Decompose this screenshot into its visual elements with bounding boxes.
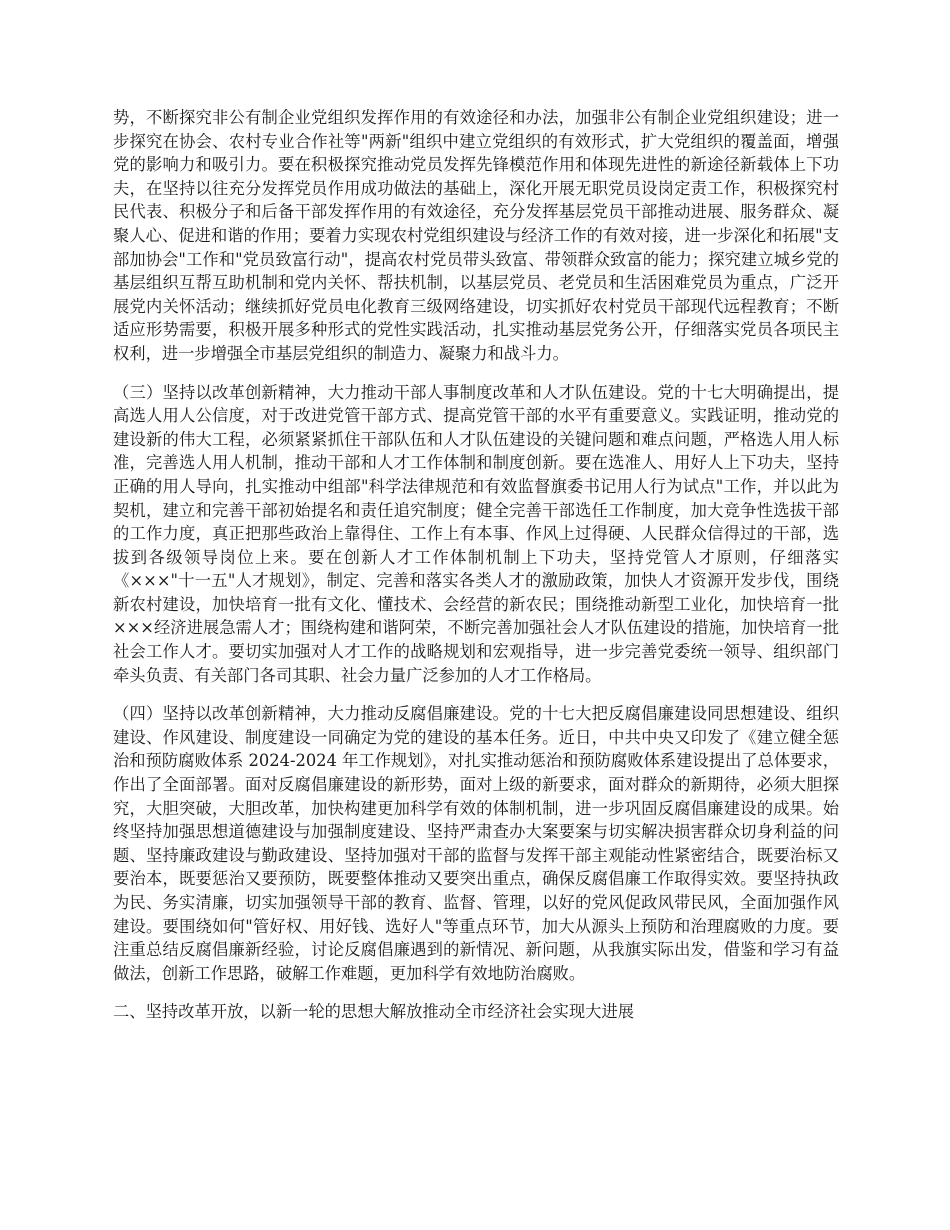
- document-body: [113, 106, 839, 1024]
- section-heading: 二、坚持改革开放，以新一轮的思想大解放推动全市经济社会实现大进展: [113, 1002, 635, 1022]
- paragraph-anti-corruption: （四）坚持以改革创新精神，大力推动反腐倡廉建设。党的十七大把反腐倡廉建设同思想建设、组织建设、作风建设、制度建设一同确定为党的建设的基本任务。近日，中共中央又印发了《建立健全惩治和预防腐败体系 2024-2024 年工作规划》，对扎实推动惩治和预防腐败体系建设提出了总体要求，作出了全面部署。面对反腐倡廉建设的新形势，面对上级的新要求，面对群众的新期待，必须大胆探究，大胆突破，大胆改革，加快构建更加科学有效的体制机制，进一步巩固反腐倡廉建设的成果。始终坚持加强思想道德建设与加强制度建设、坚持严肃查办大案要案与切实解决损害群众切身利益的问题、坚持廉政建设与勤政建设、坚持加强对干部的监督与发挥干部主观能动性紧密结合，既要治标又要治本，既要惩治又要预防，既要整体推动又要突出重点，确保反腐倡廉工作取得实效。要坚持执政为民、务实清廉，切实加强领导干部的教育、监督、管理，以好的党风促政风带民风，全面加强作风建设。要围绕如何"管好权、用好钱、选好人"等重点环节，加大从源头上预防和治理腐败的力度。要注重总结反腐倡廉新经验，讨论反腐倡廉遇到的新情况、新问题，从我旗实际出发，借鉴和学习有益做法，创新工作思路，破解工作难题，更加科学有效地防治腐败。: [113, 704, 839, 983]
- paragraph-cadre-reform: （三）坚持以改革创新精神，大力推动干部人事制度改革和人才队伍建设。党的十七大明确提出，提高选人用人公信度，对于改进党管干部方式、提高党管干部的水平有重要意义。实践证明，推动党的建设新的伟大工程，必须紧紧抓住干部队伍和人才队伍建设的关键问题和难点问题，严格选人用人标准，完善选人用人机制，推动干部和人才工作体制和制度创新。要在选准人、用好人上下功夫，坚持正确的用人导向，扎实推动中组部"科学法律规范和有效监督旗委书记用人行为试点"工作，并以此为契机，建立和完善干部初始提名和责任追究制度；健全完善干部选任工作制度，加大竞争性选拔干部的工作力度，真正把那些政治上靠得住、工作上有本事、作风上过得硬、人民群众信得过的干部，选拔到各级领导岗位上来。要在创新人才工作体制机制上下功夫，坚持党管人才原则，仔细落实《×××"十一五"人才规划》，制定、完善和落实各类人才的激励政策，加快人才资源开发步伐，围绕新农村建设，加快培育一批有文化、懂技术、会经营的新农民；围绕推动新型工业化，加快培育一批×××经济进展急需人才；围绕构建和谐阿荣，不断完善加强社会人才队伍建设的措施，加快培育一批社会工作人才。要切实加强对人才工作的战略规划和宏观指导，进一步完善党委统一领导、组织部门牵头负责、有关部门各司其职、社会力量广泛参加的人才工作格局。: [113, 382, 839, 685]
- paragraph-party-organization: 势，不断探究非公有制企业党组织发挥作用的有效途径和办法，加强非公有制企业党组织建设；进一步探究在协会、农村专业合作社等"两新"组织中建立党组织的有效形式，扩大党组织的覆盖面，增强党的影响力和吸引力。要在积极探究推动党员发挥先锋模范作用和体现先进性的新途径新载体上下功夫，在坚持以往充分发挥党员作用成功做法的基础上，深化开展无职党员设岗定责工作，积极探究村民代表、积极分子和后备干部发挥作用的有效途径，充分发挥基层党员干部推动进展、服务群众、凝聚人心、促进和谐的作用；要着力实现农村党组织建设与经济工作的有效对接，进一步深化和拓展"支部加协会"工作和"党员致富行动"，提高农村党员带头致富、带领群众致富的能力；探究建立城乡党的基层组织互帮互助机制和党内关怀、帮扶机制，以基层党员、老党员和生活困难党员为重点，广泛开展党内关怀活动；继续抓好党员电化教育三级网络建设，切实抓好农村党员干部现代远程教育；不断适应形势需要，积极开展多种形式的党性实践活动，扎实推动基层党务公开，仔细落实党员各项民主权利，进一步增强全市基层党组织的制造力、凝聚力和战斗力。: [113, 108, 839, 363]
